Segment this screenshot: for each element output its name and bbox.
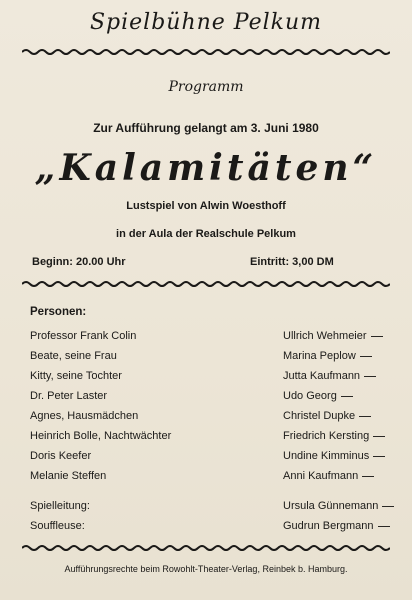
cast-row xyxy=(30,330,380,350)
rights-notice: Aufführungsrechte beim Rowohlt-Theater-Verlag, Reinbek b. Hamburg. xyxy=(64,564,348,574)
cast-row xyxy=(30,410,380,430)
cast-row xyxy=(30,450,380,470)
handwritten-tick xyxy=(362,476,374,477)
handwritten-tick xyxy=(378,526,390,527)
cast-actor-wrap xyxy=(283,450,385,462)
cast-role: Melanie Steffen xyxy=(30,470,107,482)
cast-role: Doris Keefer xyxy=(30,450,92,462)
cast-actor-wrap xyxy=(283,390,353,402)
entry-price: Eintritt: 3,00 DM xyxy=(250,256,334,268)
cast-role: Dr. Peter Laster xyxy=(30,390,108,402)
wavy-rule-bottom xyxy=(22,544,390,552)
cast-actor: Undine Kimminus xyxy=(283,450,370,462)
cast-actor-wrap xyxy=(283,350,372,362)
cast-actor: Anni Kaufmann xyxy=(283,470,359,482)
begin-time: Beginn: 20.00 Uhr xyxy=(32,256,126,268)
cast-actor: Marina Peplow xyxy=(283,350,356,362)
production-credits xyxy=(30,500,380,540)
handwritten-tick xyxy=(359,416,371,417)
cast-role: Heinrich Bolle, Nachtwächter xyxy=(30,430,172,442)
cast-actor: Christel Dupke xyxy=(283,410,356,422)
credit-role: Spielleitung: xyxy=(30,500,90,512)
credit-row xyxy=(30,520,380,540)
cast-row xyxy=(30,370,380,390)
venue: in der Aula der Realschule Pelkum xyxy=(116,228,296,240)
cast-list xyxy=(30,330,380,490)
cast-row xyxy=(30,350,380,370)
handwritten-tick xyxy=(360,356,372,357)
handwritten-tick xyxy=(373,456,385,457)
credit-person: Gudrun Bergmann xyxy=(283,520,374,532)
cast-role: Agnes, Hausmädchen xyxy=(30,410,139,422)
cast-row xyxy=(30,430,380,450)
handwritten-tick xyxy=(371,336,383,337)
handwritten-tick xyxy=(341,396,353,397)
cast-heading: Personen: xyxy=(30,306,87,318)
handwritten-tick xyxy=(382,506,394,507)
cast-actor: Udo Georg xyxy=(283,390,337,402)
wavy-rule-top xyxy=(22,48,390,56)
cast-row xyxy=(30,390,380,410)
cast-actor: Ullrich Wehmeier xyxy=(283,330,367,342)
program-label: Programm xyxy=(168,79,244,95)
cast-actor-wrap xyxy=(283,370,376,382)
theater-name: Spielbühne Pelkum xyxy=(89,10,323,35)
premiere-date: Zur Aufführung gelangt am 3. Juni 1980 xyxy=(93,121,319,135)
wavy-rule-middle xyxy=(22,280,390,288)
play-title: „Kalamitäten“ xyxy=(34,147,378,189)
handwritten-tick xyxy=(364,376,376,377)
credit-person-wrap xyxy=(283,500,394,512)
cast-actor: Friedrich Kersting xyxy=(283,430,370,442)
credit-person-wrap xyxy=(283,520,390,532)
cast-row xyxy=(30,470,380,490)
cast-actor-wrap xyxy=(283,470,374,482)
play-subtitle: Lustspiel von Alwin Woesthoff xyxy=(126,200,286,212)
cast-actor: Jutta Kaufmann xyxy=(283,370,361,382)
cast-actor-wrap xyxy=(283,330,383,342)
handwritten-tick xyxy=(373,436,385,437)
cast-actor-wrap xyxy=(283,430,385,442)
cast-actor-wrap xyxy=(283,410,371,422)
cast-role: Professor Frank Colin xyxy=(30,330,137,342)
credit-person: Ursula Günnemann xyxy=(283,500,379,512)
cast-role: Beate, seine Frau xyxy=(30,350,117,362)
cast-role: Kitty, seine Tochter xyxy=(30,370,122,382)
credit-role: Souffleuse: xyxy=(30,520,85,532)
credit-row xyxy=(30,500,380,520)
